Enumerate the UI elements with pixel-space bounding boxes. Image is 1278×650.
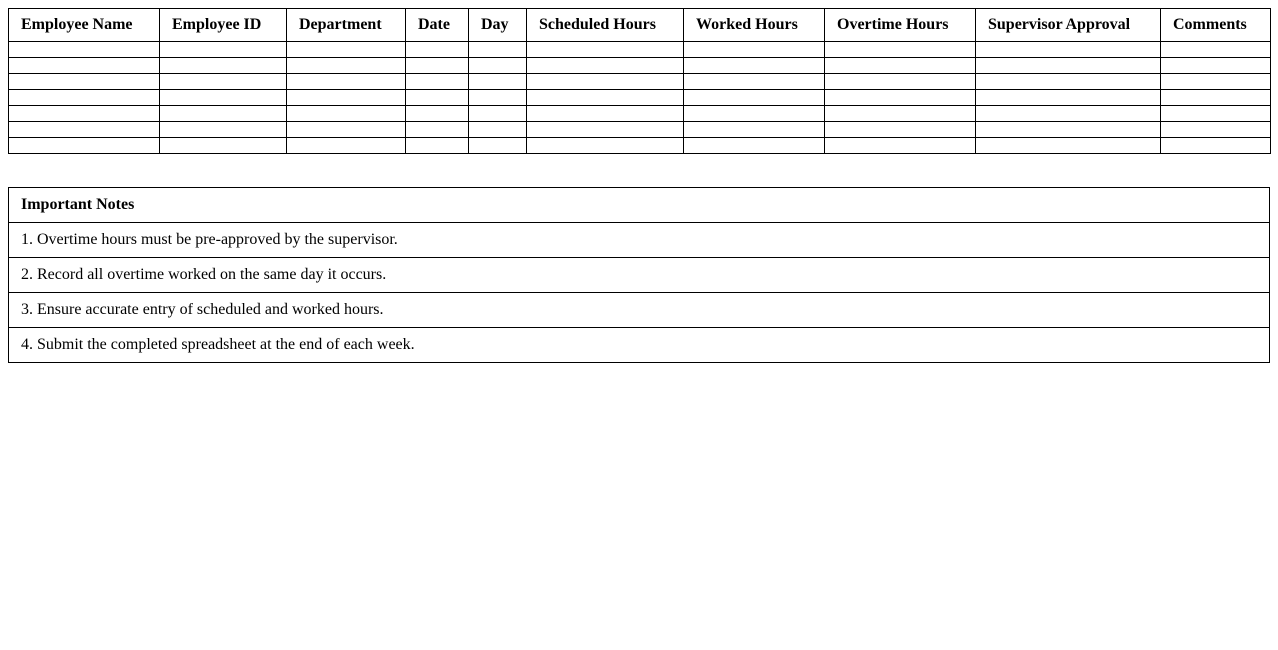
table-cell[interactable] — [406, 42, 469, 58]
table-cell[interactable] — [825, 106, 976, 122]
note-row — [9, 293, 1270, 328]
table-cell[interactable] — [406, 122, 469, 138]
table-cell[interactable] — [287, 138, 406, 154]
overtime-timesheet-table — [8, 8, 1271, 154]
table-cell[interactable] — [1161, 122, 1271, 138]
table-cell[interactable] — [406, 58, 469, 74]
table-cell[interactable] — [1161, 106, 1271, 122]
table-cell[interactable] — [9, 58, 160, 74]
table-cell[interactable] — [469, 42, 527, 58]
table-cell[interactable] — [469, 58, 527, 74]
note-row — [9, 328, 1270, 363]
table-row — [9, 106, 1271, 122]
table-cell[interactable] — [527, 122, 684, 138]
table-cell[interactable] — [406, 74, 469, 90]
table-cell[interactable] — [976, 122, 1161, 138]
note-row — [9, 223, 1270, 258]
table-cell[interactable] — [1161, 90, 1271, 106]
notes-header-row — [9, 188, 1270, 223]
column-header-supervisor-approval: Supervisor Approval — [976, 9, 1161, 42]
table-cell[interactable] — [469, 90, 527, 106]
table-cell[interactable] — [1161, 42, 1271, 58]
table-cell[interactable] — [160, 42, 287, 58]
table-cell[interactable] — [684, 122, 825, 138]
table-cell[interactable] — [1161, 58, 1271, 74]
table-row — [9, 90, 1271, 106]
table-cell[interactable] — [160, 106, 287, 122]
table-cell[interactable] — [527, 90, 684, 106]
table-cell[interactable] — [1161, 74, 1271, 90]
column-header-scheduled-hours: Scheduled Hours — [527, 9, 684, 42]
note-item: 2. Record all overtime worked on the same day it occurs. — [9, 258, 1270, 293]
table-cell[interactable] — [825, 90, 976, 106]
table-cell[interactable] — [684, 90, 825, 106]
table-cell[interactable] — [976, 58, 1161, 74]
table-cell[interactable] — [684, 58, 825, 74]
table-cell[interactable] — [684, 42, 825, 58]
table-cell[interactable] — [527, 106, 684, 122]
table-cell[interactable] — [287, 42, 406, 58]
table-cell[interactable] — [825, 122, 976, 138]
table-row — [9, 42, 1271, 58]
column-header-department: Department — [287, 9, 406, 42]
table-cell[interactable] — [469, 74, 527, 90]
table-cell[interactable] — [9, 74, 160, 90]
table-cell[interactable] — [469, 122, 527, 138]
table-cell[interactable] — [684, 74, 825, 90]
table-cell[interactable] — [160, 90, 287, 106]
table-row — [9, 58, 1271, 74]
column-header-overtime-hours: Overtime Hours — [825, 9, 976, 42]
table-cell[interactable] — [9, 42, 160, 58]
note-item: 1. Overtime hours must be pre-approved by the supervisor. — [9, 223, 1270, 258]
table-cell[interactable] — [160, 74, 287, 90]
table-cell[interactable] — [160, 58, 287, 74]
table-cell[interactable] — [287, 122, 406, 138]
table-cell[interactable] — [976, 74, 1161, 90]
table-cell[interactable] — [684, 106, 825, 122]
table-cell[interactable] — [527, 74, 684, 90]
table-cell[interactable] — [825, 74, 976, 90]
column-header-comments: Comments — [1161, 9, 1271, 42]
note-item: 3. Ensure accurate entry of scheduled and worked hours. — [9, 293, 1270, 328]
table-cell[interactable] — [9, 106, 160, 122]
table-cell[interactable] — [825, 138, 976, 154]
table-cell[interactable] — [469, 138, 527, 154]
column-header-employee-id: Employee ID — [160, 9, 287, 42]
header-row — [9, 9, 1271, 42]
table-cell[interactable] — [527, 42, 684, 58]
important-notes-table — [8, 187, 1270, 363]
table-cell[interactable] — [160, 122, 287, 138]
table-cell[interactable] — [1161, 138, 1271, 154]
table-cell[interactable] — [406, 106, 469, 122]
note-row — [9, 258, 1270, 293]
table-cell[interactable] — [9, 138, 160, 154]
table-cell[interactable] — [287, 74, 406, 90]
table-cell[interactable] — [406, 90, 469, 106]
table-cell[interactable] — [9, 90, 160, 106]
table-cell[interactable] — [9, 122, 160, 138]
table-cell[interactable] — [527, 58, 684, 74]
column-header-worked-hours: Worked Hours — [684, 9, 825, 42]
table-cell[interactable] — [976, 42, 1161, 58]
table-cell[interactable] — [469, 106, 527, 122]
table-cell[interactable] — [287, 90, 406, 106]
table-cell[interactable] — [976, 106, 1161, 122]
table-cell[interactable] — [527, 138, 684, 154]
column-header-employee-name: Employee Name — [9, 9, 160, 42]
table-cell[interactable] — [976, 90, 1161, 106]
table-row — [9, 74, 1271, 90]
table-cell[interactable] — [825, 58, 976, 74]
table-cell[interactable] — [287, 58, 406, 74]
table-cell[interactable] — [287, 106, 406, 122]
table-row — [9, 122, 1271, 138]
table-row — [9, 138, 1271, 154]
table-cell[interactable] — [825, 42, 976, 58]
table-cell[interactable] — [406, 138, 469, 154]
table-cell[interactable] — [684, 138, 825, 154]
note-item: 4. Submit the completed spreadsheet at the end of each week. — [9, 328, 1270, 363]
notes-title: Important Notes — [9, 188, 1270, 223]
table-cell[interactable] — [976, 138, 1161, 154]
column-header-day: Day — [469, 9, 527, 42]
table-cell[interactable] — [160, 138, 287, 154]
timesheet-body — [9, 42, 1271, 154]
column-header-date: Date — [406, 9, 469, 42]
